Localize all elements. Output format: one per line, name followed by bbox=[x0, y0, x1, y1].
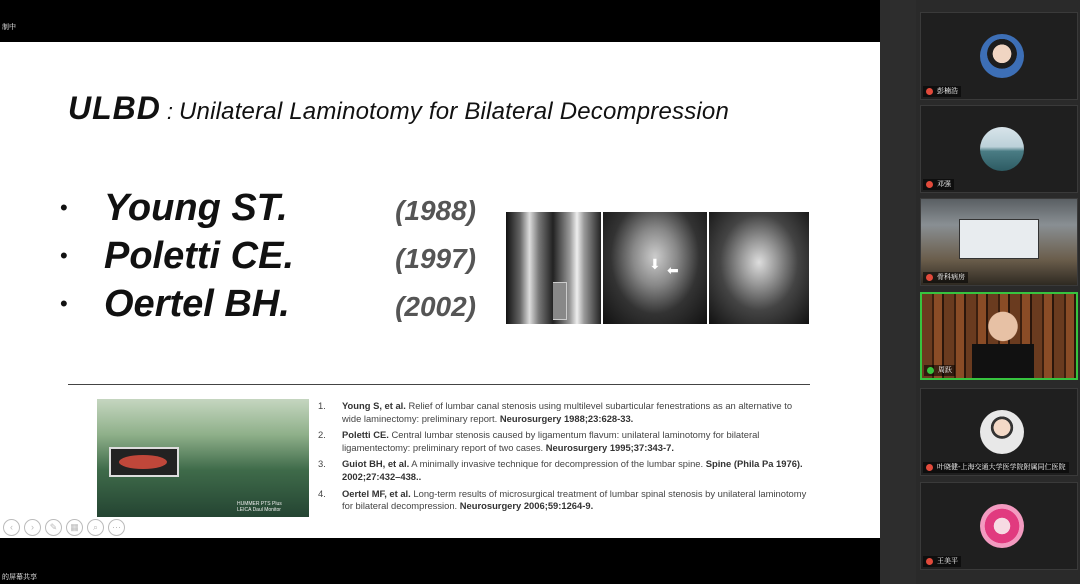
bullet: • bbox=[60, 195, 68, 220]
author-year: (1988) bbox=[395, 195, 476, 226]
reference-number: 2. bbox=[318, 429, 326, 441]
more-icon[interactable]: ⋯ bbox=[108, 519, 125, 536]
author-year: (1997) bbox=[395, 243, 476, 274]
participant-name: 叶晓健-上海交通大学医学院附属同仁医院 bbox=[923, 462, 1069, 473]
microscope-monitor bbox=[109, 447, 179, 477]
participant-panel bbox=[916, 0, 1080, 584]
zoom-icon[interactable]: ⌕ bbox=[87, 519, 104, 536]
slide-controls bbox=[3, 519, 125, 536]
reference-text: Relief of lumbar canal stenosis using multilevel subarticular fenestrations as an alternative to wide laminectomy: preliminary report. bbox=[342, 400, 793, 424]
author-list bbox=[60, 187, 490, 331]
author-year: (2002) bbox=[395, 291, 476, 322]
reference-journal: Neurosurgery 1995;37:343-7. bbox=[545, 441, 674, 453]
reference-list bbox=[318, 400, 808, 517]
slide-title bbox=[68, 90, 729, 127]
reference-item bbox=[318, 488, 808, 513]
ct-scan-image-2 bbox=[709, 212, 809, 324]
reference-author: Oertel MF, et al. bbox=[342, 487, 411, 499]
reference-item bbox=[318, 458, 808, 483]
avatar bbox=[980, 34, 1024, 78]
myelogram-frontal-image bbox=[553, 212, 601, 324]
reference-item bbox=[318, 429, 808, 454]
reference-number: 3. bbox=[318, 458, 326, 470]
bottom-bar bbox=[0, 538, 880, 584]
avatar bbox=[980, 504, 1024, 548]
participant-tile[interactable] bbox=[920, 388, 1078, 476]
participant-name: 骨科病房 bbox=[923, 272, 968, 283]
reference-journal: Neurosurgery 2006;59:1264-9. bbox=[459, 500, 594, 512]
participant-tile[interactable] bbox=[920, 482, 1078, 570]
speaker-figure bbox=[972, 304, 1034, 380]
reference-journal: Spine (Phila Pa 1976). 2002;27:432–438.. bbox=[342, 458, 803, 482]
reference-journal: Neurosurgery 1988;23:628-33. bbox=[499, 412, 634, 424]
reference-number: 4. bbox=[318, 487, 326, 499]
top-bar bbox=[0, 0, 880, 42]
participant-tile[interactable] bbox=[920, 12, 1078, 100]
author-name: Poletti CE. bbox=[104, 235, 295, 277]
myelogram-inset bbox=[553, 282, 567, 320]
myelogram-image bbox=[506, 212, 553, 324]
title-full: Unilateral Laminotomy for Bilateral Decompression bbox=[179, 98, 730, 125]
avatar bbox=[980, 410, 1024, 454]
divider bbox=[68, 384, 810, 385]
reference-number: 1. bbox=[318, 400, 326, 411]
participant-name: 王美平 bbox=[923, 556, 961, 567]
author-name: Oertel BH. bbox=[104, 283, 290, 325]
participant-tile[interactable] bbox=[920, 105, 1078, 193]
bullet: • bbox=[60, 291, 68, 316]
recording-status: 制中 bbox=[2, 23, 16, 31]
panel-gutter bbox=[880, 0, 916, 584]
author-item bbox=[60, 283, 490, 331]
reference-text: Long-term results of microsurgical treatment of lumbar spinal stenosis by unilateral laminotomy for bilateral decompression. bbox=[342, 487, 807, 512]
title-abbreviation: ULBD bbox=[68, 90, 161, 126]
reference-text: Central lumbar stenosis caused by ligamentum flavum: unilateral laminotomy for bilateral ligamentectomy: preliminary report of two cases. bbox=[342, 429, 760, 453]
participant-name: 邓强 bbox=[923, 179, 954, 190]
reference-text: A minimally invasive technique for decompression of the lumbar spine. bbox=[409, 458, 706, 470]
next-slide-icon[interactable]: › bbox=[24, 519, 41, 536]
author-item bbox=[60, 235, 490, 283]
slides-overview-icon[interactable]: ▦ bbox=[66, 519, 83, 536]
arrow-left-icon: ⬅ bbox=[667, 262, 679, 278]
room-screen bbox=[959, 219, 1039, 259]
photo-caption: HUMMER PTS Plus LEICA Daul Monitor bbox=[237, 501, 282, 513]
reference-author: Poletti CE. bbox=[342, 429, 389, 441]
participant-tile[interactable] bbox=[920, 198, 1078, 286]
participant-tile-active-speaker[interactable] bbox=[920, 292, 1078, 380]
arrow-down-icon: ⬇ bbox=[649, 256, 661, 272]
reference-author: Young S, et al. bbox=[342, 400, 406, 411]
author-name: Young ST. bbox=[104, 187, 288, 229]
participant-name: 彭楠浩 bbox=[923, 86, 961, 97]
participant-name: 周跃 bbox=[924, 365, 955, 376]
surgery-photo bbox=[97, 399, 309, 517]
bullet: • bbox=[60, 243, 68, 268]
pen-icon[interactable]: ✎ bbox=[45, 519, 62, 536]
reference-author: Guiot BH, et al. bbox=[342, 458, 410, 470]
author-item bbox=[60, 187, 490, 235]
title-colon: : bbox=[166, 99, 173, 124]
ct-scan-image bbox=[603, 212, 707, 324]
shared-slide bbox=[0, 42, 880, 538]
avatar bbox=[980, 127, 1024, 171]
reference-item bbox=[318, 400, 808, 425]
prev-slide-icon[interactable]: ‹ bbox=[3, 519, 20, 536]
screen-share-label: 的屏幕共享 bbox=[2, 573, 37, 581]
